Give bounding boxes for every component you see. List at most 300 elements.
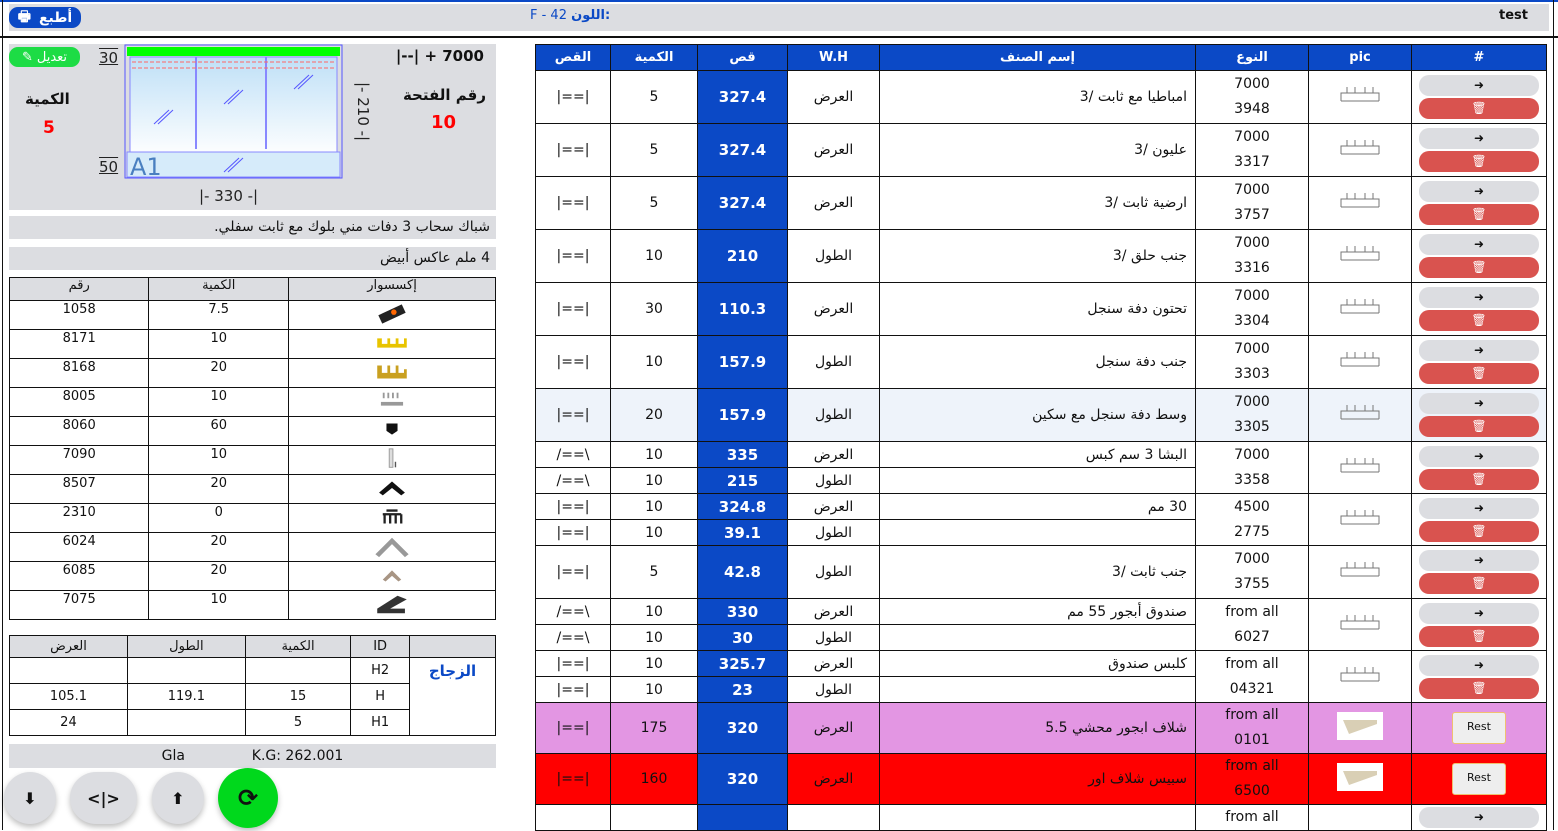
header-type: النوع — [1196, 45, 1309, 71]
header-cut-mark: القص — [536, 45, 611, 71]
cut-mark — [536, 805, 611, 831]
cut-mark: |==| — [536, 703, 611, 754]
profile-section-icon — [1337, 346, 1383, 374]
cut-direction: العرض — [788, 124, 880, 177]
profile-section-icon — [1337, 763, 1383, 791]
item-type — [1196, 703, 1309, 754]
cut-length: 320 — [698, 754, 788, 805]
cut-qty: 30 — [611, 283, 698, 336]
rest-button[interactable]: Rest — [1452, 763, 1506, 795]
col-number: رقم — [10, 278, 149, 301]
cut-direction: الطول — [788, 468, 880, 494]
accessory-image-cell — [289, 301, 496, 330]
item-type — [1196, 442, 1309, 494]
accessory-qty: 20 — [149, 475, 289, 504]
cut-row — [536, 494, 1547, 520]
profile-section-icon — [1337, 712, 1383, 740]
cut-qty: 20 — [611, 389, 698, 442]
item-pic — [1309, 599, 1412, 651]
item-actions — [1412, 805, 1547, 831]
accessory-row — [10, 388, 496, 417]
quantity-value: 5 — [43, 118, 55, 138]
top-bar — [9, 4, 1549, 31]
window-description: شباك سحاب 3 دفات مني بلوك مع ثابت سفلي. — [9, 216, 496, 239]
profile-section-icon — [1337, 240, 1383, 268]
black-corner-icon — [370, 476, 414, 500]
type-line: 4500 — [1234, 498, 1270, 515]
cut-length — [698, 805, 788, 831]
profile-section-icon — [1337, 134, 1383, 162]
plate-icon — [370, 592, 414, 616]
cut-direction: العرض — [788, 71, 880, 124]
cut-qty: 10 — [611, 468, 698, 494]
cut-mark: |==| — [536, 754, 611, 805]
left-border — [2, 0, 3, 830]
cut-direction: العرض — [788, 442, 880, 468]
delete-button[interactable]: 🗑 — [1419, 573, 1539, 594]
cut-length: 335 — [698, 442, 788, 468]
glass-qty: 5 — [245, 710, 350, 736]
cut-mark: /==\ — [536, 442, 611, 468]
cut-row — [536, 283, 1547, 336]
item-pic — [1309, 546, 1412, 599]
cut-row — [536, 703, 1547, 754]
accessories-table — [9, 277, 496, 620]
accessory-row — [10, 562, 496, 591]
accessory-qty: 20 — [149, 533, 289, 562]
cut-list-table — [535, 44, 1547, 831]
col-qty: الكمية — [149, 278, 289, 301]
delete-button[interactable]: 🗑 — [1419, 521, 1539, 542]
cut-row — [536, 389, 1547, 442]
item-pic — [1309, 71, 1412, 124]
accessory-image-cell — [289, 533, 496, 562]
item-actions — [1412, 177, 1547, 230]
glass-qty: 15 — [245, 684, 350, 710]
type-line: 7000 — [1234, 288, 1270, 304]
go-button[interactable]: ➜ — [1419, 287, 1539, 308]
go-button[interactable]: ➜ — [1419, 807, 1539, 828]
glass-id: H — [351, 684, 410, 710]
cut-qty: 10 — [611, 625, 698, 651]
go-button[interactable]: ➜ — [1419, 603, 1539, 624]
item-name — [880, 520, 1196, 546]
type-line: 3303 — [1234, 366, 1270, 382]
cut-mark: |==| — [536, 389, 611, 442]
item-type — [1196, 599, 1309, 651]
accessory-row — [10, 591, 496, 620]
item-pic — [1309, 336, 1412, 389]
item-name: كلبس صندوق — [880, 651, 1196, 677]
item-actions — [1412, 71, 1547, 124]
item-name: شلاف ابجور محشي 5.5 — [880, 703, 1196, 754]
cut-qty: 10 — [611, 520, 698, 546]
type-line: 7000 — [1234, 394, 1270, 410]
type-line: 7000 — [1234, 551, 1270, 567]
cut-qty: 175 — [611, 703, 698, 754]
item-type — [1196, 336, 1309, 389]
screws-icon — [370, 389, 414, 413]
item-actions — [1412, 703, 1547, 754]
gold-comb-icon — [370, 360, 414, 384]
cut-row — [536, 651, 1547, 677]
opening-label: رقم الفتحة — [402, 86, 486, 104]
go-button[interactable]: ➜ — [1419, 181, 1539, 202]
panel-label: A1 — [130, 153, 162, 180]
col-accessory: إكسسوار — [289, 278, 496, 301]
accessory-qty: 10 — [149, 591, 289, 620]
cut-direction: العرض — [788, 494, 880, 520]
cut-mark: |==| — [536, 71, 611, 124]
dim-width: |- 330 -| — [199, 187, 259, 205]
item-pic — [1309, 703, 1412, 754]
profile-section-icon — [1337, 504, 1383, 532]
cut-qty: 10 — [611, 336, 698, 389]
accessory-image-cell — [289, 562, 496, 591]
window-preview-panel — [9, 44, 496, 210]
edit-button[interactable]: ✎ تعديل — [9, 47, 80, 67]
accessory-number: 1058 — [10, 301, 149, 330]
cut-row — [536, 546, 1547, 599]
cut-direction: العرض — [788, 703, 880, 754]
item-actions — [1412, 336, 1547, 389]
accessory-image-cell — [289, 359, 496, 388]
glass-row — [10, 658, 496, 684]
item-type — [1196, 546, 1309, 599]
item-actions — [1412, 651, 1547, 703]
cut-length: 210 — [698, 230, 788, 283]
accessory-number: 6085 — [10, 562, 149, 591]
glass-length — [127, 710, 245, 736]
item-actions — [1412, 124, 1547, 177]
glass-qty — [245, 658, 350, 684]
cut-row — [536, 177, 1547, 230]
item-pic — [1309, 230, 1412, 283]
cut-length: 39.1 — [698, 520, 788, 546]
cut-direction: الطول — [788, 230, 880, 283]
header-item-name: إسم الصنف — [880, 45, 1196, 71]
glass-width — [10, 658, 128, 684]
item-name: 30 مم — [880, 494, 1196, 520]
type-line: from all — [1225, 758, 1279, 774]
brush-icon — [370, 505, 414, 529]
col-qty: الكمية — [245, 636, 350, 658]
type-line: 7000 — [1234, 235, 1270, 251]
cut-mark: |==| — [536, 124, 611, 177]
cut-direction: الطول — [788, 625, 880, 651]
cut-qty — [611, 805, 698, 831]
cut-mark: |==| — [536, 494, 611, 520]
type-line: 7000 — [1234, 76, 1270, 92]
cut-direction: العرض — [788, 754, 880, 805]
print-button[interactable]: 🖶 أطبع — [9, 7, 81, 28]
item-actions — [1412, 442, 1547, 494]
pencil-icon: ✎ — [21, 49, 33, 65]
profile-section-icon — [1337, 609, 1383, 637]
cut-row — [536, 71, 1547, 124]
type-line: 3305 — [1234, 419, 1270, 435]
type-line: 7000 — [1234, 341, 1270, 357]
cut-mark: |==| — [536, 520, 611, 546]
col-id: ID — [351, 636, 410, 658]
quantity-label: الكمية — [25, 90, 70, 108]
cut-mark: |==| — [536, 651, 611, 677]
item-type — [1196, 389, 1309, 442]
rest-button[interactable]: Rest — [1452, 712, 1506, 744]
top-accent — [0, 0, 1558, 2]
cut-qty: 160 — [611, 754, 698, 805]
scroll-down-button[interactable]: ⬇ — [4, 772, 56, 824]
item-name — [880, 677, 1196, 703]
cut-qty: 10 — [611, 599, 698, 625]
type-line: 3317 — [1234, 154, 1270, 170]
item-pic — [1309, 494, 1412, 546]
item-type — [1196, 754, 1309, 805]
item-name: ارضية ثابت /3 — [880, 177, 1196, 230]
type-line: 6027 — [1234, 628, 1270, 645]
cut-mark: /==\ — [536, 468, 611, 494]
go-button[interactable]: ➜ — [1419, 128, 1539, 149]
col-length: الطول — [127, 636, 245, 658]
accessory-number: 8168 — [10, 359, 149, 388]
type-line: 3304 — [1234, 313, 1270, 329]
accessory-image-cell — [289, 591, 496, 620]
profile-section-icon — [1337, 399, 1383, 427]
item-actions — [1412, 494, 1547, 546]
go-button[interactable]: ➜ — [1419, 340, 1539, 361]
type-line: 7000 — [1234, 446, 1270, 463]
cut-length: 157.9 — [698, 389, 788, 442]
accessory-row — [10, 330, 496, 359]
delete-button[interactable]: 🗑 — [1419, 151, 1539, 172]
type-line: 2775 — [1234, 523, 1270, 540]
accessory-row — [10, 301, 496, 330]
cut-length: 320 — [698, 703, 788, 754]
header-qty: الكمية — [611, 45, 698, 71]
accessory-image-cell — [289, 417, 496, 446]
accessory-row — [10, 475, 496, 504]
type-line: 3358 — [1234, 471, 1270, 488]
accessory-number: 8060 — [10, 417, 149, 446]
delete-button[interactable]: 🗑 — [1419, 626, 1539, 647]
accessory-row — [10, 417, 496, 446]
cut-length: 327.4 — [698, 71, 788, 124]
accessory-image-cell — [289, 504, 496, 533]
cut-direction: العرض — [788, 651, 880, 677]
glass-table — [9, 635, 496, 736]
black-clip-icon — [370, 418, 414, 442]
type-line: 7000 — [1234, 182, 1270, 198]
item-pic — [1309, 283, 1412, 336]
right-border — [1553, 0, 1554, 830]
accessory-number: 6024 — [10, 533, 149, 562]
item-pic — [1309, 389, 1412, 442]
dim-height: |- 210 -| — [354, 82, 372, 142]
item-actions — [1412, 389, 1547, 442]
cut-mark: |==| — [536, 546, 611, 599]
cut-length: 324.8 — [698, 494, 788, 520]
profile-section-icon — [1337, 187, 1383, 215]
glass-length: 119.1 — [127, 684, 245, 710]
item-name: جنب ثابت /3 — [880, 546, 1196, 599]
delete-button[interactable]: 🗑 — [1419, 416, 1539, 437]
glass-type: 4 ملم عاكس أبيض — [9, 247, 496, 270]
roller-icon — [370, 302, 414, 326]
dim-bottom: 50 — [99, 158, 119, 176]
item-type — [1196, 283, 1309, 336]
cut-row — [536, 599, 1547, 625]
profile-section-icon — [1337, 81, 1383, 109]
accessory-qty: 10 — [149, 388, 289, 417]
item-pic — [1309, 754, 1412, 805]
accessory-number: 8005 — [10, 388, 149, 417]
print-icon: 🖶 — [17, 8, 31, 25]
glass-width: 24 — [10, 710, 128, 736]
accessory-number: 7090 — [10, 446, 149, 475]
cut-row — [536, 230, 1547, 283]
dim-top: 30 — [99, 49, 119, 67]
cut-qty: 5 — [611, 546, 698, 599]
header-wh: W.H — [788, 45, 880, 71]
cut-length: 325.7 — [698, 651, 788, 677]
item-name: امباطيا مع ثابت /3 — [880, 71, 1196, 124]
color-label: F - 42 اللون: — [530, 8, 611, 23]
glass-summary: Gla K.G: 262.001 — [9, 744, 496, 768]
refresh-button[interactable]: ⟳ — [218, 768, 278, 828]
item-type — [1196, 177, 1309, 230]
cut-length: 215 — [698, 468, 788, 494]
item-type — [1196, 230, 1309, 283]
accessory-number: 2310 — [10, 504, 149, 533]
cut-qty: 5 — [611, 124, 698, 177]
cut-direction: العرض — [788, 283, 880, 336]
cut-mark: |==| — [536, 677, 611, 703]
go-button[interactable]: ➜ — [1419, 234, 1539, 255]
delete-button[interactable]: 🗑 — [1419, 469, 1539, 490]
glass-title: الزجاج — [410, 658, 496, 736]
item-pic — [1309, 442, 1412, 494]
item-name: جنب حلق /3 — [880, 230, 1196, 283]
cut-direction: الطول — [788, 520, 880, 546]
gray-corner-icon — [370, 534, 414, 558]
go-button[interactable]: ➜ — [1419, 550, 1539, 571]
item-name: وسط دفة سنجل مع سكين — [880, 389, 1196, 442]
cut-length: 42.8 — [698, 546, 788, 599]
cut-mark: |==| — [536, 336, 611, 389]
go-button[interactable]: ➜ — [1419, 446, 1539, 467]
item-actions — [1412, 283, 1547, 336]
type-line: from all — [1225, 603, 1279, 620]
glass-id: H2 — [351, 658, 410, 684]
accessory-row — [10, 533, 496, 562]
item-actions — [1412, 546, 1547, 599]
cut-direction: الطول — [788, 677, 880, 703]
item-type — [1196, 651, 1309, 703]
split-view-button[interactable]: <|> — [70, 772, 137, 824]
item-pic — [1309, 177, 1412, 230]
type-line: 7000 — [1234, 129, 1270, 145]
item-name: سبيس شلاف اور — [880, 754, 1196, 805]
go-button[interactable]: ➜ — [1419, 498, 1539, 519]
item-name: صندوق أبجور 55 مم — [880, 599, 1196, 625]
go-button[interactable]: ➜ — [1419, 393, 1539, 414]
delete-button[interactable]: 🗑 — [1419, 98, 1539, 119]
item-type: from all — [1196, 805, 1309, 831]
cut-qty: 5 — [611, 71, 698, 124]
item-name: تحتون دفة سنجل — [880, 283, 1196, 336]
cut-mark: |==| — [536, 230, 611, 283]
separator — [0, 36, 1558, 38]
item-pic — [1309, 124, 1412, 177]
header-pic: pic — [1309, 45, 1412, 71]
cut-length: 157.9 — [698, 336, 788, 389]
header-actions: # — [1412, 45, 1547, 71]
type-line: 3316 — [1234, 260, 1270, 276]
accessory-row — [10, 446, 496, 475]
accessory-row — [10, 504, 496, 533]
header-cut: قص — [698, 45, 788, 71]
item-actions — [1412, 599, 1547, 651]
item-type — [1196, 124, 1309, 177]
cut-mark: |==| — [536, 177, 611, 230]
delete-button[interactable]: 🗑 — [1419, 204, 1539, 225]
go-button[interactable]: ➜ — [1419, 655, 1539, 676]
type-line: 3948 — [1234, 101, 1270, 117]
cut-length: 110.3 — [698, 283, 788, 336]
accessory-qty: 10 — [149, 446, 289, 475]
item-actions — [1412, 230, 1547, 283]
col-blank — [410, 636, 496, 658]
item-name — [880, 625, 1196, 651]
accessory-image-cell — [289, 388, 496, 417]
cut-direction — [788, 805, 880, 831]
accessory-image-cell — [289, 330, 496, 359]
item-name — [880, 468, 1196, 494]
accessory-number: 7075 — [10, 591, 149, 620]
cut-row — [536, 124, 1547, 177]
delete-button[interactable]: 🗑 — [1419, 363, 1539, 384]
cut-direction: العرض — [788, 599, 880, 625]
item-type — [1196, 71, 1309, 124]
profile-section-icon — [1337, 556, 1383, 584]
cut-length: 327.4 — [698, 177, 788, 230]
type-line: 3755 — [1234, 576, 1270, 592]
accessory-qty: 7.5 — [149, 301, 289, 330]
cut-direction: الطول — [788, 336, 880, 389]
cut-qty: 10 — [611, 442, 698, 468]
cut-row — [536, 805, 1547, 831]
cut-length: 330 — [698, 599, 788, 625]
type-line: 04321 — [1229, 680, 1275, 697]
cut-length: 23 — [698, 677, 788, 703]
profile-section-icon — [1337, 452, 1383, 480]
accessory-number: 8171 — [10, 330, 149, 359]
item-type — [1196, 494, 1309, 546]
accessory-image-cell — [289, 446, 496, 475]
item-name — [880, 805, 1196, 831]
delete-button[interactable]: 🗑 — [1419, 310, 1539, 331]
cut-mark: /==\ — [536, 599, 611, 625]
cut-direction: الطول — [788, 546, 880, 599]
cut-length: 327.4 — [698, 124, 788, 177]
profile-label: |--| + 7000 — [395, 47, 484, 65]
scroll-up-button[interactable]: ⬆ — [152, 772, 204, 824]
user-name: test — [1499, 8, 1528, 23]
delete-button[interactable]: 🗑 — [1419, 678, 1539, 699]
type-line: 6500 — [1234, 783, 1270, 799]
delete-button[interactable]: 🗑 — [1419, 257, 1539, 278]
go-button[interactable]: ➜ — [1419, 75, 1539, 96]
